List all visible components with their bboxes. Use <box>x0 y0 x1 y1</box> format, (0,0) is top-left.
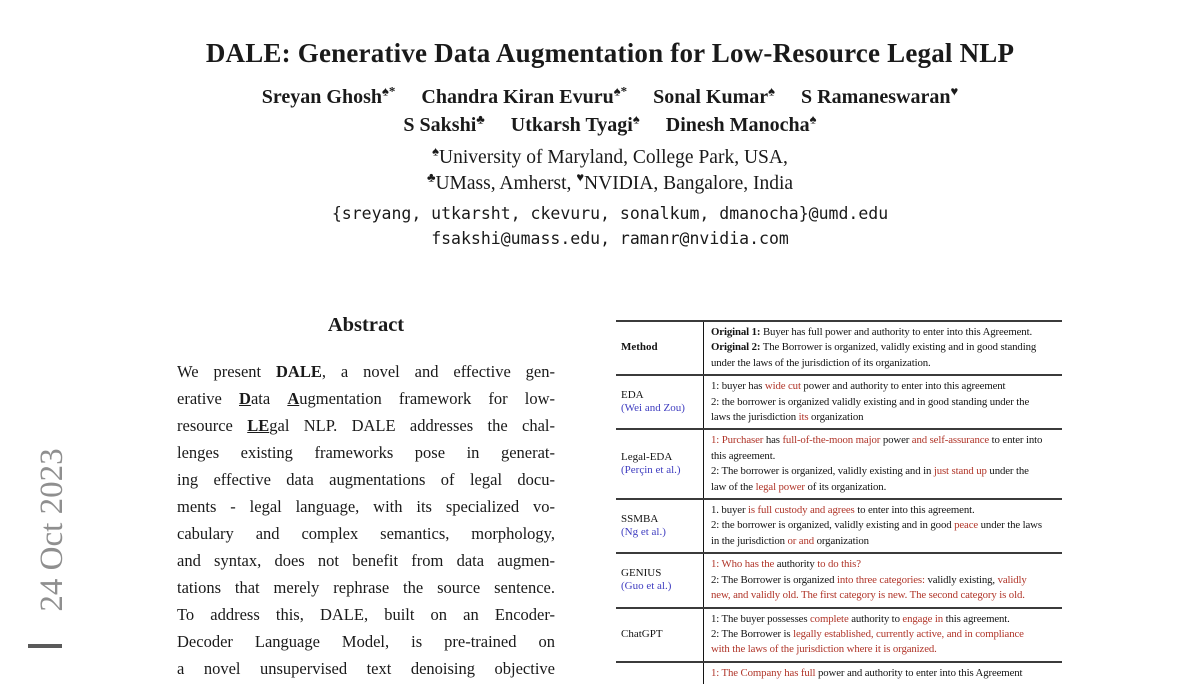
abstract-line: lenges existing frameworks pose in generat- <box>177 443 555 462</box>
method-name: EDA <box>621 388 644 401</box>
method-cell <box>616 430 703 498</box>
example-line: 1. buyer is full custody and agrees to enter into this agreement. <box>711 504 975 517</box>
author-affiliation-mark: ♠* <box>382 83 396 99</box>
abstract-line: erative Data Augmentation framework for low- <box>177 389 556 408</box>
author-name: Chandra Kiran Evuru♠* <box>421 83 628 108</box>
table-row <box>616 607 1062 661</box>
method-name: Legal-EDA <box>621 450 673 463</box>
author-name: Utkarsh Tyagi♠ <box>510 111 640 136</box>
method-cell <box>616 322 703 374</box>
citation-link[interactable]: (Perçin et al.) <box>621 464 681 477</box>
method-name: Method <box>621 341 658 354</box>
example-line: new, and validly old. The first category is new. The second category is old. <box>711 589 1025 602</box>
citation-link[interactable]: (Ng et al.) <box>621 526 666 539</box>
affiliation-text: University of Maryland, College Park, USA, <box>439 147 788 168</box>
author-name: Sonal Kumar♠ <box>653 83 776 108</box>
example-line: 1: The Company has full power and authority to enter into this Agreement <box>711 666 1023 679</box>
method-name: SSMBA <box>621 512 659 525</box>
method-cell <box>616 554 703 606</box>
abstract-body <box>177 358 555 682</box>
citation-link[interactable]: (Guo et al.) <box>621 580 672 593</box>
arxiv-stamp-date: 24 Oct 2023 <box>34 448 70 612</box>
example-line: with the laws of the jurisdiction where it is organized. <box>711 643 937 656</box>
example-line: under the laws of the jurisdiction of its organization. <box>711 356 931 369</box>
example-line: 2: The Borrower is legally established, currently active, and in compliance <box>711 627 1024 640</box>
affiliation-line-1 <box>150 143 1070 169</box>
paper-header <box>150 38 1070 248</box>
email-line-2: fsakshi@umass.edu, ramanr@nvidia.com <box>431 229 789 248</box>
affiliation-text: UMass, Amherst, <box>435 173 577 194</box>
examples-cell <box>703 430 1062 498</box>
author-name: Dinesh Manocha♠ <box>665 111 817 136</box>
author-affiliation-mark: ♣ <box>476 111 485 127</box>
abstract-line: resource LEgal NLP. DALE addresses the chal- <box>177 416 555 435</box>
table-row <box>616 552 1062 606</box>
abstract-line: cabulary and complex semantics, morphology, <box>177 524 555 543</box>
examples-cell <box>703 322 1062 374</box>
method-cell <box>616 663 703 684</box>
example-line: 2: the borrower is organized validly existing and in good standing under the <box>711 395 1030 408</box>
affiliation-line-2 <box>150 169 1070 195</box>
author-name: Sreyan Ghosh♠* <box>261 83 396 108</box>
arxiv-stamp-cutoff <box>28 644 62 648</box>
affiliation-mark: ♥ <box>576 169 585 185</box>
author-affiliation-mark: ♠ <box>632 111 640 127</box>
method-cell <box>616 500 703 552</box>
abstract-heading: Abstract <box>327 314 405 336</box>
author-name: S Ramaneswaran♥ <box>801 83 959 108</box>
example-line: this agreement. <box>711 449 776 462</box>
author-name: S Sakshi♣ <box>403 111 485 136</box>
affiliation-mark: ♠ <box>432 143 440 159</box>
example-line: 2: The Borrower is organized into three categories: validly existing, validly <box>711 573 1027 586</box>
table-row <box>616 320 1062 374</box>
author-affiliation-mark: ♠ <box>809 111 817 127</box>
author-affiliation-mark: ♠* <box>613 83 628 99</box>
method-cell <box>616 609 703 661</box>
example-line: 2: the borrower is organized, validly existing and in good peace under the laws <box>711 519 1042 532</box>
examples-cell <box>703 663 1062 684</box>
abstract-line: To address this, DALE, built on an Encoder- <box>177 605 555 624</box>
affiliation-text: NVIDIA, Bangalore, India <box>584 173 794 194</box>
example-line: Original 2: The Borrower is organized, validly existing and in good standing <box>711 341 1037 354</box>
example-line: 1: Purchaser has full-of-the-moon major power and self-assurance to enter into <box>711 434 1043 447</box>
affiliation-mark: ♣ <box>426 169 436 185</box>
abstract-line: and syntax, does not benefit from data augmen- <box>177 551 555 570</box>
author-affiliation-mark: ♠ <box>768 83 776 99</box>
author-affiliation-mark: ♥ <box>950 83 959 99</box>
method-name: GENIUS <box>621 566 662 579</box>
table-row <box>616 428 1062 498</box>
example-line: 2: The borrower is organized, validly existing and in just stand up under the <box>711 465 1029 478</box>
example-line: law of the legal power of its organization. <box>711 480 887 493</box>
paper-title: DALE: Generative Data Augmentation for Low-Resource Legal NLP <box>205 38 1015 68</box>
example-line: Original 1: Buyer has full power and authority to enter into this Agreement. <box>711 326 1033 338</box>
example-line: laws the jurisdiction its organization <box>711 411 864 424</box>
abstract-line: tations that merely rephrase the source sentence. <box>177 578 555 597</box>
table-row <box>616 498 1062 552</box>
augmentation-comparison-table <box>616 320 1062 684</box>
examples-cell <box>703 554 1062 606</box>
abstract-section <box>177 314 555 682</box>
examples-cell <box>703 376 1062 428</box>
author-line-2 <box>150 111 1070 137</box>
examples-cell <box>703 500 1062 552</box>
author-line-1 <box>150 83 1070 109</box>
table-row <box>616 374 1062 428</box>
email-line-1: {sreyang, utkarsht, ckevuru, sonalkum, dmanocha}@umd.edu <box>331 204 889 223</box>
table-row <box>616 661 1062 684</box>
abstract-line: a novel unsupervised text denoising objective <box>177 659 555 678</box>
abstract-line: ing effective data augmentations of legal docu- <box>177 470 555 489</box>
example-line: 1: The buyer possesses complete authority to engage in this agreement. <box>711 612 1010 625</box>
example-line: 1: buyer has wide cut power and authority to enter into this agreement <box>711 380 1006 393</box>
abstract-line: ments - legal language, with its specialized vo- <box>177 497 555 516</box>
abstract-line: We present DALE, a novel and effective gen- <box>177 362 555 381</box>
method-name: ChatGPT <box>621 627 663 640</box>
citation-link[interactable]: (Wei and Zou) <box>621 402 685 415</box>
example-line: in the jurisdiction or and organization <box>711 534 869 547</box>
method-cell <box>616 376 703 428</box>
example-line: 1: Who has the authority to do this? <box>711 558 861 571</box>
examples-cell <box>703 609 1062 661</box>
abstract-line: Decoder Language Model, is pre-trained on <box>177 632 555 651</box>
